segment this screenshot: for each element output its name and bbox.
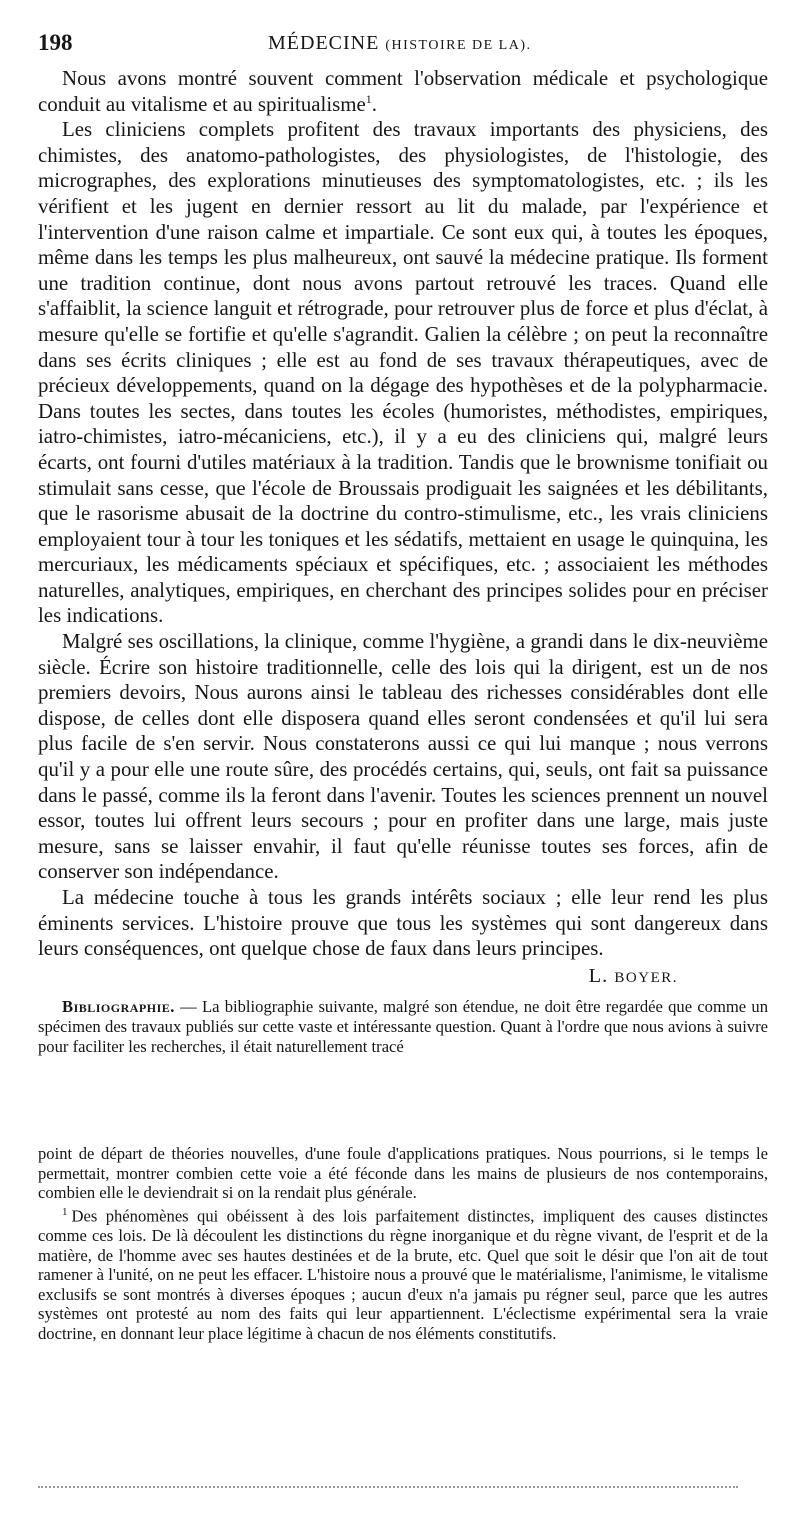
signature-name: BOYER. bbox=[614, 969, 678, 986]
paragraph-1-end: . bbox=[371, 91, 378, 116]
footnote-marker: 1 bbox=[62, 1205, 68, 1218]
page-header bbox=[38, 30, 768, 60]
bibliography-text: — La bibliographie suivante, malgré son étendue, ne doit être regardée que comme un spécimen des travaux publiés sur cette vaste et intéressante question. Quant à l'ordre que nous avions à suivre pour faciliter les recherches, il était naturellement tracé bbox=[38, 997, 768, 1057]
footnote-reference: 1 bbox=[365, 91, 372, 106]
paragraph-3: Malgré ses oscillations, la clinique, comme l'hygiène, a grandi dans le dix-neuvième siècle. Écrire son histoire traditionnelle, celle des lois qui la dirigent, est un de nos premiers devoirs, Nous aurons ainsi le tableau des richesses considérables dont elle dispose, de celles dont elle disposera quand elles seront condensées et qu'il lui sera plus facile de s'en servir. Nous constaterons aussi ce qui lui manque ; nous verrons qu'il y a pour elle une route sûre, des procédés certains, qui, seuls, ont fait sa puissance dans le passé, comme ils la feront dans l'avenir. Toutes les sciences prennent un nouvel essor, toutes lui offrent leurs secours ; pour en profiter dans une large, mais juste mesure, sans se laisser envahir, il faut qu'elle réunisse toutes ses forces, afin de conserver son indépendance. bbox=[38, 629, 768, 884]
running-title bbox=[268, 32, 532, 55]
footnotes bbox=[38, 1144, 768, 1343]
scan-artifact-rule bbox=[38, 1486, 738, 1488]
paragraph-2: Les cliniciens complets profitent des travaux importants des physiciens, des chimistes, des anatomo-pathologistes, des physiologistes, de l'histologie, des micrographes, des explorations minutieuses des symptomatologistes, etc. ; ils les vérifient et les jugent en dernier ressort au lit du malade, par l'expérience et l'intervention d'une raison calme et impartiale. Ce sont eux qui, à toutes les époques, même dans les temps les plus malheureux, ont sauvé la médecine pratique. Ils forment une tradition continue, dont nous avons partout retrouvé les traces. Quand elle s'affaiblit, la science languit et rétrograde, pour retrouver plus de force et plus d'éclat, à mesure qu'elle se fortifie et qu'elle s'agrandit. Galien la célèbre ; on peut la reconnaître dans ses écrits cliniques ; elle est au fond de ses travaux thérapeutiques, avec de précieux développements, quand on la dégage des hypothèses et de la polypharmacie. Dans toutes les sectes, dans toutes les écoles (humoristes, méthodistes, empiriques, iatro-chimistes, iatro-mécaniciens, etc.), il y a eu des cliniciens qui, malgré leurs écarts, ont fourni d'utiles matériaux à la tradition. Tandis que le brownisme tonifiait ou stimulait sans cesse, que l'école de Broussais prodiguait les saignées et les débilitants, que le rasorisme abusait de la doctrine du contro-stimulisme, etc., les vrais cliniciens employaient tour à tour les toniques et les sédatifs, mettaient en usage le quinquina, les mercuriaux, les médicaments spéciaux et spécifiques, etc. ; associaient les méthodes naturelles, analytiques, empiriques, en cherchant des principes solides pour en préciser les indications. bbox=[38, 117, 768, 628]
footnote-1-text: Des phénomènes qui obéissent à des lois parfaitement distinctes, impliquent des causes distinctes comme ces lois. De là découlent les distinctions du règne inorganique et du règne vivant, de l'esprit et de la matière, de l'homme avec ses hautes destinées et de la brute, etc. Quel que soit le désir que l'on ait de tout ramener à l'unité, on ne peut les effacer. L'histoire nous a prouvé que le matérialisme, l'animisme, le vitalisme exclusifs se sont montrés à diverses époques ; aucun d'eux n'a jamais pu régner seul, parce que les autres systèmes ont protesté au nom des faits qui leur appartiennent. L'éclectisme expérimental sera la vraie doctrine, en donnant leur place légitime à chacun de nos éléments constitutifs. bbox=[38, 1206, 768, 1343]
footnote-continuation: point de départ de théories nouvelles, d'une foule d'applications pratiques. Nous pourrions, si le temps le permettait, montrer combien cette voie a été féconde dans les mains de plusieurs de nos contemporains, combien elle le deviendrait si on la rendait plus générale. bbox=[38, 1144, 768, 1203]
footnote-1 bbox=[38, 1203, 768, 1344]
paragraph-1-text: Nous avons montré souvent comment l'observation médicale et psychologique conduit au vitalisme et au spiritualisme bbox=[38, 66, 768, 116]
bibliography-heading: Bibliographie. bbox=[62, 997, 175, 1017]
author-signature bbox=[38, 964, 678, 992]
bibliography-section bbox=[38, 997, 768, 1057]
main-text bbox=[38, 66, 768, 1057]
paragraph-1 bbox=[38, 66, 768, 117]
signature-initial: L. bbox=[588, 964, 609, 987]
paragraph-4: La médecine touche à tous les grands intérêts sociaux ; elle leur rend les plus éminents services. L'histoire prouve que tous les systèmes qui sont dangereux dans leurs conséquences, ont quelque chose de faux dans leurs principes. bbox=[38, 885, 768, 961]
page-number: 198 bbox=[38, 30, 73, 55]
running-title-subtitle: (HISTOIRE DE LA). bbox=[385, 38, 532, 53]
running-title-main: MÉDECINE bbox=[268, 32, 380, 54]
